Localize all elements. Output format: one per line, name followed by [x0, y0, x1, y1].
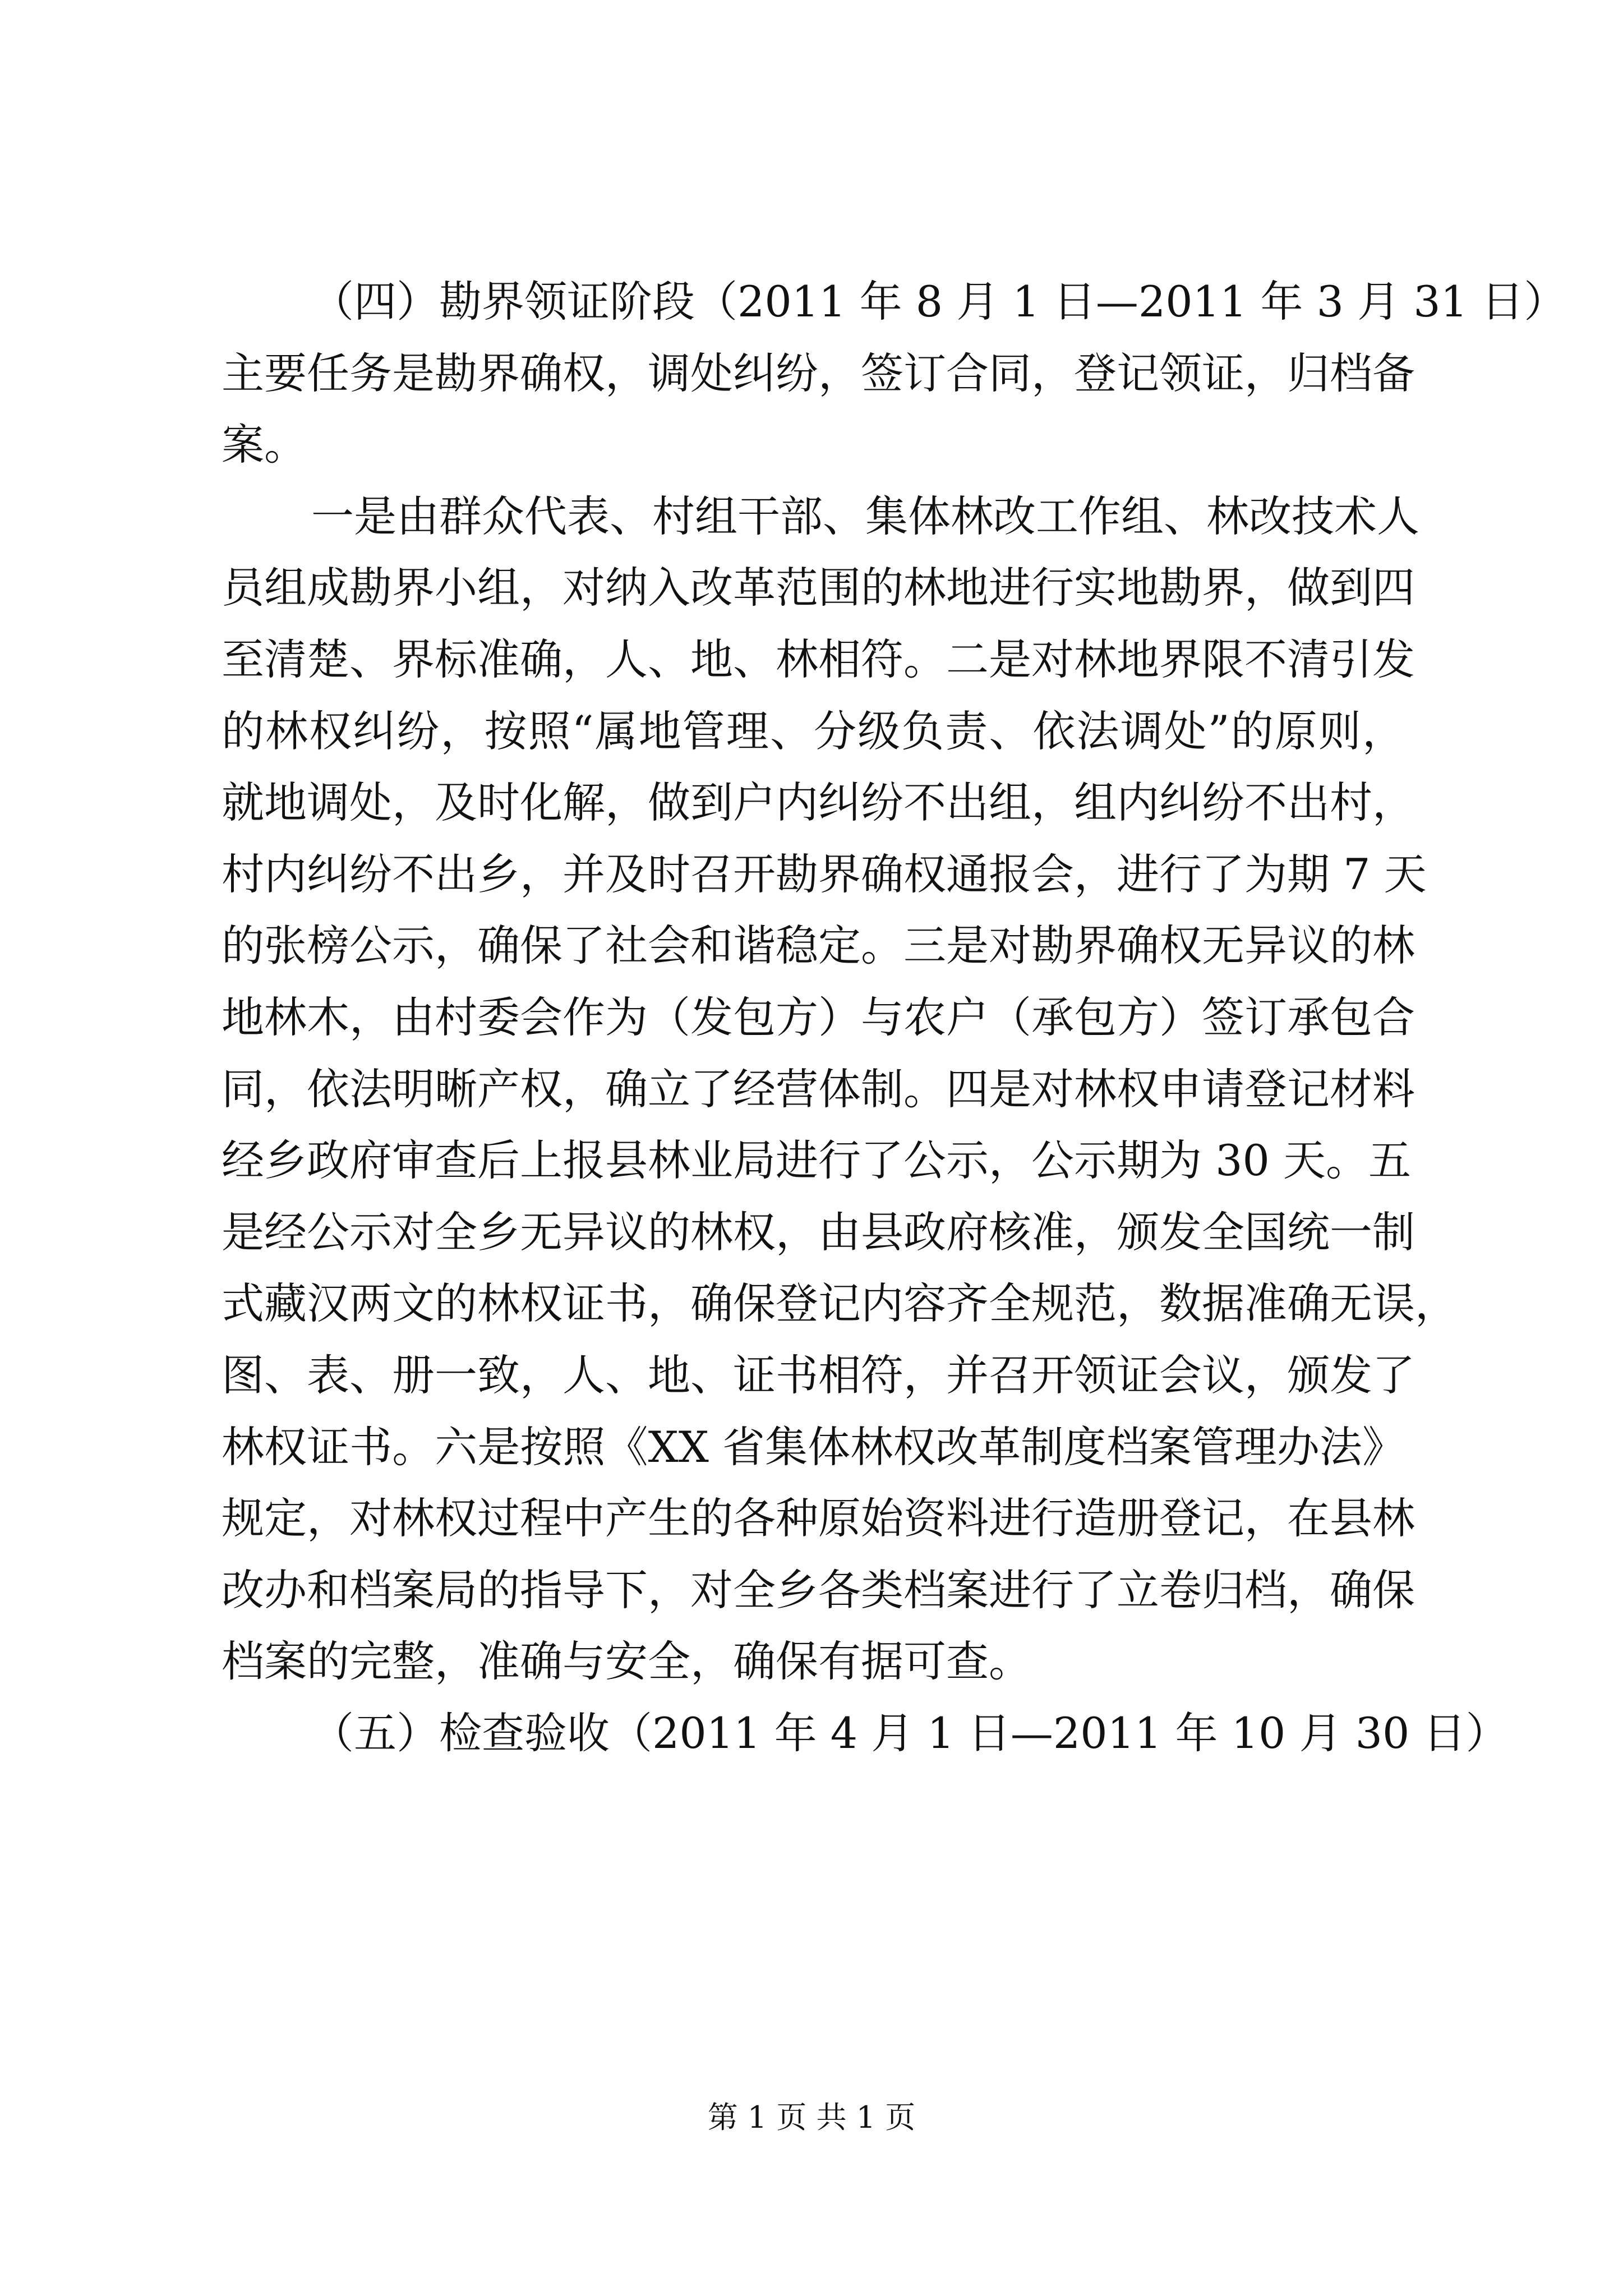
paragraph-line: 就地调处，及时化解，做到户内纠纷不出组，组内纠纷不出村，	[222, 777, 1415, 827]
heading-section-four: （四）勘界领证阶段（2011 年 8 月 1 日—2011 年 3 月 31 日）	[311, 277, 1567, 326]
paragraph-line: 的张榜公示，确保了社会和谐稳定。三是对勘界确权无异议的林	[222, 921, 1415, 970]
page-footer: 第 1 页 共 1 页	[707, 2100, 916, 2135]
heading-section-five: （五）检查验收（2011 年 4 月 1 日—2011 年 10 月 30 日）	[311, 1708, 1509, 1758]
paragraph-line: 主要任务是勘界确权，调处纠纷，签订合同，登记领证，归档备	[222, 348, 1415, 398]
paragraph-line: 员组成勘界小组，对纳入改革范围的林地进行实地勘界，做到四	[222, 563, 1415, 613]
paragraph-line: 经乡政府审查后上报县林业局进行了公示，公示期为 30 天。五	[222, 1135, 1412, 1185]
paragraph-line: 图、表、册一致，人、地、证书相符，并召开领证会议，颁发了	[222, 1350, 1415, 1400]
paragraph-line: 案。	[222, 420, 307, 470]
paragraph-line: 的林权纠纷，按照“属地管理、分级负责、依法调处”的原则，	[222, 706, 1405, 756]
paragraph-line: 档案的完整，准确与安全，确保有据可查。	[222, 1636, 1031, 1686]
paragraph-line: 至清楚、界标准确，人、地、林相符。二是对林地界限不清引发	[222, 634, 1415, 684]
paragraph-line: 地林木，由村委会作为（发包方）与农户（承包方）签订承包合	[222, 992, 1415, 1042]
paragraph-line: 林权证书。六是按照《XX 省集体林权改革制度档案管理办法》	[222, 1422, 1405, 1472]
paragraph-line: 是经公示对全乡无异议的林权，由县政府核准，颁发全国统一制	[222, 1207, 1415, 1257]
paragraph-line: 改办和档案局的指导下，对全乡各类档案进行了立卷归档，确保	[222, 1565, 1415, 1615]
paragraph-line: 村内纠纷不出乡，并及时召开勘界确权通报会，进行了为期 7 天	[222, 849, 1427, 899]
paragraph-line: 规定，对林权过程中产生的各种原始资料进行造册登记，在县林	[222, 1493, 1415, 1543]
paragraph-line: 式藏汉两文的林权证书，确保登记内容齐全规范，数据准确无误，	[222, 1278, 1458, 1328]
paragraph-line: 一是由群众代表、村组干部、集体林改工作组、林改技术人	[311, 491, 1419, 541]
paragraph-line: 同，依法明晰产权，确立了经营体制。四是对林权申请登记材料	[222, 1064, 1415, 1114]
